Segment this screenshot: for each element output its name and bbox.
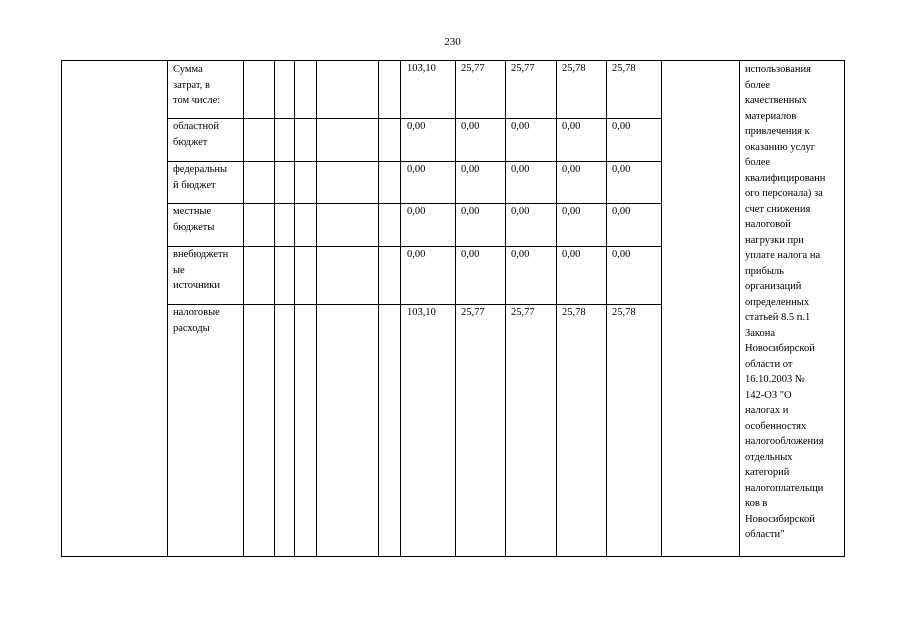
value-cell: 25,77 — [461, 63, 485, 74]
value-cell: 0,00 — [461, 249, 480, 260]
row-label-local-budgets: местные бюджеты — [173, 206, 215, 233]
row-label-extrabudgetary: внебюджетн ые источники — [173, 249, 229, 291]
value-cell: 0,00 — [612, 121, 631, 132]
value-cell: 25,78 — [562, 63, 586, 74]
value-cell: 25,78 — [562, 307, 586, 318]
value-cell: 0,00 — [562, 164, 581, 175]
column-divider — [294, 60, 295, 557]
value-cell: 25,77 — [511, 307, 535, 318]
table-border-left — [61, 60, 62, 557]
value-cell: 0,00 — [511, 206, 530, 217]
value-cell: 0,00 — [612, 249, 631, 260]
column-divider — [606, 60, 607, 557]
value-cell: 0,00 — [407, 121, 426, 132]
column-divider — [316, 60, 317, 557]
value-cell: 0,00 — [562, 206, 581, 217]
column-divider — [661, 60, 662, 557]
column-divider — [505, 60, 506, 557]
description-text: использования более качественных материалов привлечения к оказанию услуг более квалифицированн ого персонала) за счет снижения налоговой нагрузки при уплате налога на прибыль организаций определенных статьей 8.5 п.1 Закона Новосибирской области от 16.10.2003 № 142-ОЗ "О налогах и особенностях налогообложения отдельных категорий налогоплательщи ков в Новосибирской области" — [745, 64, 826, 540]
column-divider — [556, 60, 557, 557]
value-cell: 0,00 — [461, 164, 480, 175]
column-divider — [274, 60, 275, 557]
value-cell: 0,00 — [612, 164, 631, 175]
value-cell: 25,77 — [461, 307, 485, 318]
column-divider — [455, 60, 456, 557]
table-border-top — [61, 60, 845, 61]
column-divider — [243, 60, 244, 557]
row-label-regional-budget: областной бюджет — [173, 121, 219, 148]
column-divider — [378, 60, 379, 557]
value-cell: 0,00 — [407, 164, 426, 175]
value-cell: 0,00 — [562, 121, 581, 132]
row-label-total: Сумма затрат, в том числе: — [173, 64, 221, 106]
row-label-tax-expenses: налоговые расходы — [173, 307, 220, 334]
value-cell: 0,00 — [562, 249, 581, 260]
column-divider — [167, 60, 168, 557]
value-cell: 0,00 — [461, 206, 480, 217]
value-cell: 0,00 — [612, 206, 631, 217]
row-label-federal-budget: федеральны й бюджет — [173, 164, 228, 191]
column-divider — [400, 60, 401, 557]
value-cell: 25,77 — [511, 63, 535, 74]
value-cell: 0,00 — [461, 121, 480, 132]
value-cell: 103,10 — [407, 63, 436, 74]
value-cell: 0,00 — [511, 164, 530, 175]
value-cell: 0,00 — [407, 249, 426, 260]
table-border-bottom — [61, 556, 845, 557]
value-cell: 103,10 — [407, 307, 436, 318]
value-cell: 0,00 — [407, 206, 426, 217]
value-cell: 0,00 — [511, 249, 530, 260]
column-divider — [739, 60, 740, 557]
value-cell: 25,78 — [612, 307, 636, 318]
value-cell: 25,78 — [612, 63, 636, 74]
page-number: 230 — [444, 36, 461, 48]
value-cell: 0,00 — [511, 121, 530, 132]
